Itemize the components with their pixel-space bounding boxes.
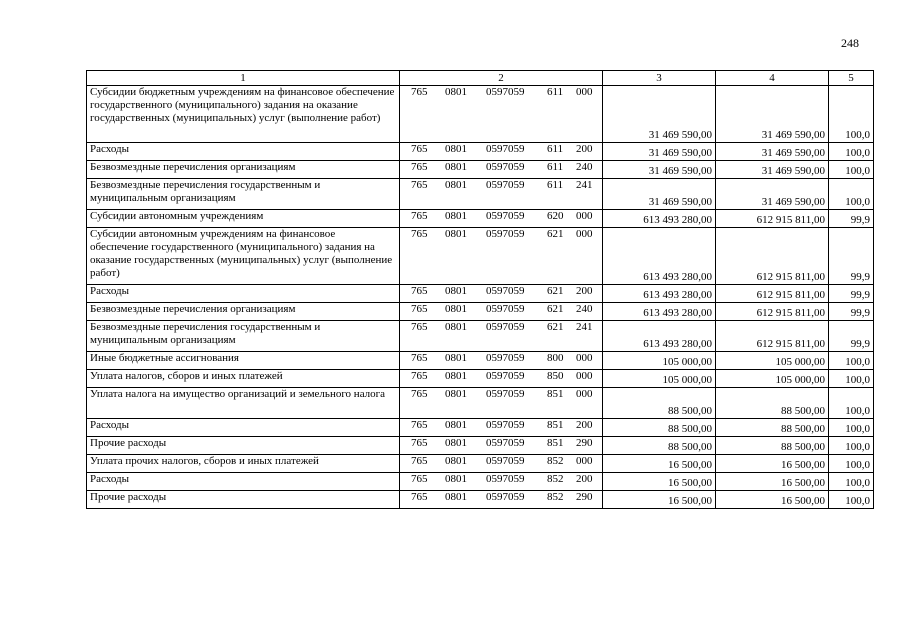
- code-administrator: 765: [411, 179, 428, 191]
- code-kosgu: 000: [576, 370, 593, 382]
- code-expense-type: 620: [547, 210, 564, 222]
- executed-amount: 16 500,00: [716, 455, 829, 473]
- code-section: 0801: [445, 179, 467, 191]
- table-row: [87, 491, 874, 509]
- execution-percent: 99,9: [829, 210, 874, 228]
- planned-amount: 16 500,00: [603, 473, 716, 491]
- planned-amount: 105 000,00: [603, 352, 716, 370]
- execution-percent: 100,0: [829, 491, 874, 509]
- code-target-article: 0597059: [486, 303, 525, 315]
- code-expense-type: 611: [547, 179, 564, 191]
- code-target-article: 0597059: [486, 321, 525, 333]
- code-section: 0801: [445, 210, 467, 222]
- planned-amount: 105 000,00: [603, 370, 716, 388]
- code-section: 0801: [445, 352, 467, 364]
- code-kosgu: 200: [576, 419, 593, 431]
- table-row: [87, 228, 874, 285]
- executed-amount: 16 500,00: [716, 473, 829, 491]
- code-kosgu: 200: [576, 473, 593, 485]
- planned-amount: 88 500,00: [603, 437, 716, 455]
- code-kosgu: 000: [576, 352, 593, 364]
- code-expense-type: 621: [547, 321, 564, 333]
- code-kosgu: 000: [576, 455, 593, 467]
- code-administrator: 765: [411, 228, 428, 240]
- table-row: [87, 210, 874, 228]
- executed-amount: 88 500,00: [716, 388, 829, 419]
- executed-amount: 612 915 811,00: [716, 210, 829, 228]
- row-codes: [400, 388, 603, 419]
- code-target-article: 0597059: [486, 352, 525, 364]
- code-kosgu: 000: [576, 210, 593, 222]
- code-kosgu: 000: [576, 228, 593, 240]
- header-col-4: 4: [716, 71, 829, 86]
- row-name: Иные бюджетные ассигнования: [87, 352, 400, 370]
- executed-amount: 612 915 811,00: [716, 321, 829, 352]
- table-row: [87, 419, 874, 437]
- row-codes: [400, 143, 603, 161]
- execution-percent: 100,0: [829, 455, 874, 473]
- table-row: [87, 179, 874, 210]
- code-section: 0801: [445, 321, 467, 333]
- code-administrator: 765: [411, 303, 428, 315]
- row-codes: [400, 419, 603, 437]
- code-section: 0801: [445, 86, 467, 98]
- code-target-article: 0597059: [486, 86, 525, 98]
- code-target-article: 0597059: [486, 491, 525, 503]
- code-administrator: 765: [411, 419, 428, 431]
- code-kosgu: 240: [576, 161, 593, 173]
- table-row: [87, 321, 874, 352]
- code-section: 0801: [445, 228, 467, 240]
- code-expense-type: 852: [547, 455, 564, 467]
- planned-amount: 16 500,00: [603, 491, 716, 509]
- code-kosgu: 290: [576, 491, 593, 503]
- execution-percent: 100,0: [829, 370, 874, 388]
- row-name: Безвозмездные перечисления государственным и муниципальным организациям: [87, 179, 400, 210]
- row-codes: [400, 455, 603, 473]
- planned-amount: 16 500,00: [603, 455, 716, 473]
- code-section: 0801: [445, 437, 467, 449]
- row-name: Безвозмездные перечисления государственным и муниципальным организациям: [87, 321, 400, 352]
- execution-percent: 100,0: [829, 473, 874, 491]
- row-codes: [400, 321, 603, 352]
- header-col-2: 2: [400, 71, 603, 86]
- execution-percent: 99,9: [829, 285, 874, 303]
- code-kosgu: 241: [576, 321, 593, 333]
- header-row: [87, 71, 874, 86]
- table-row: [87, 473, 874, 491]
- execution-percent: 100,0: [829, 388, 874, 419]
- table-body: [87, 86, 874, 509]
- code-expense-type: 611: [547, 143, 564, 155]
- code-target-article: 0597059: [486, 388, 525, 400]
- code-target-article: 0597059: [486, 285, 525, 297]
- executed-amount: 612 915 811,00: [716, 228, 829, 285]
- code-kosgu: 200: [576, 143, 593, 155]
- header-col-3: 3: [603, 71, 716, 86]
- code-administrator: 765: [411, 352, 428, 364]
- code-kosgu: 240: [576, 303, 593, 315]
- code-section: 0801: [445, 473, 467, 485]
- planned-amount: 613 493 280,00: [603, 321, 716, 352]
- table-row: [87, 161, 874, 179]
- table-row: [87, 388, 874, 419]
- executed-amount: 31 469 590,00: [716, 143, 829, 161]
- executed-amount: 31 469 590,00: [716, 179, 829, 210]
- executed-amount: 88 500,00: [716, 437, 829, 455]
- code-expense-type: 852: [547, 473, 564, 485]
- row-name: Субсидии автономным учреждениям на финансовое обеспечение государственного (муниципального) задания на оказание государственных (муниципальных) услуг (выполнение работ): [87, 228, 400, 285]
- code-expense-type: 611: [547, 161, 564, 173]
- code-kosgu: 290: [576, 437, 593, 449]
- executed-amount: 88 500,00: [716, 419, 829, 437]
- row-name: Расходы: [87, 473, 400, 491]
- table-row: [87, 455, 874, 473]
- planned-amount: 88 500,00: [603, 388, 716, 419]
- code-administrator: 765: [411, 143, 428, 155]
- code-expense-type: 851: [547, 419, 564, 431]
- budget-table: [86, 70, 874, 509]
- table-row: [87, 86, 874, 143]
- row-name: Уплата прочих налогов, сборов и иных платежей: [87, 455, 400, 473]
- row-name: Безвозмездные перечисления организациям: [87, 161, 400, 179]
- execution-percent: 99,9: [829, 228, 874, 285]
- code-kosgu: 000: [576, 86, 593, 98]
- row-codes: [400, 161, 603, 179]
- code-expense-type: 851: [547, 388, 564, 400]
- row-name: Уплата налогов, сборов и иных платежей: [87, 370, 400, 388]
- code-section: 0801: [445, 143, 467, 155]
- code-expense-type: 852: [547, 491, 564, 503]
- code-section: 0801: [445, 455, 467, 467]
- executed-amount: 105 000,00: [716, 352, 829, 370]
- row-name: Расходы: [87, 419, 400, 437]
- row-codes: [400, 370, 603, 388]
- code-expense-type: 800: [547, 352, 564, 364]
- code-target-article: 0597059: [486, 473, 525, 485]
- planned-amount: 613 493 280,00: [603, 210, 716, 228]
- planned-amount: 613 493 280,00: [603, 303, 716, 321]
- header-col-5: 5: [829, 71, 874, 86]
- code-section: 0801: [445, 303, 467, 315]
- code-administrator: 765: [411, 321, 428, 333]
- code-kosgu: 200: [576, 285, 593, 297]
- row-codes: [400, 352, 603, 370]
- execution-percent: 99,9: [829, 321, 874, 352]
- execution-percent: 100,0: [829, 437, 874, 455]
- code-administrator: 765: [411, 161, 428, 173]
- code-administrator: 765: [411, 388, 428, 400]
- code-section: 0801: [445, 419, 467, 431]
- row-codes: [400, 473, 603, 491]
- planned-amount: 31 469 590,00: [603, 161, 716, 179]
- table-row: [87, 437, 874, 455]
- code-target-article: 0597059: [486, 370, 525, 382]
- row-codes: [400, 179, 603, 210]
- code-target-article: 0597059: [486, 419, 525, 431]
- planned-amount: 31 469 590,00: [603, 179, 716, 210]
- code-section: 0801: [445, 161, 467, 173]
- row-codes: [400, 86, 603, 143]
- header-col-1: 1: [87, 71, 400, 86]
- execution-percent: 100,0: [829, 86, 874, 143]
- row-name: Безвозмездные перечисления организациям: [87, 303, 400, 321]
- table-row: [87, 303, 874, 321]
- executed-amount: 612 915 811,00: [716, 303, 829, 321]
- code-expense-type: 851: [547, 437, 564, 449]
- row-codes: [400, 437, 603, 455]
- row-name: Расходы: [87, 143, 400, 161]
- row-name: Уплата налога на имущество организаций и земельного налога: [87, 388, 400, 419]
- executed-amount: 31 469 590,00: [716, 86, 829, 143]
- planned-amount: 88 500,00: [603, 419, 716, 437]
- planned-amount: 31 469 590,00: [603, 143, 716, 161]
- code-administrator: 765: [411, 210, 428, 222]
- planned-amount: 31 469 590,00: [603, 86, 716, 143]
- executed-amount: 16 500,00: [716, 491, 829, 509]
- row-name: Прочие расходы: [87, 491, 400, 509]
- code-section: 0801: [445, 370, 467, 382]
- execution-percent: 100,0: [829, 143, 874, 161]
- planned-amount: 613 493 280,00: [603, 228, 716, 285]
- executed-amount: 31 469 590,00: [716, 161, 829, 179]
- row-codes: [400, 491, 603, 509]
- row-codes: [400, 228, 603, 285]
- row-codes: [400, 303, 603, 321]
- code-administrator: 765: [411, 370, 428, 382]
- planned-amount: 613 493 280,00: [603, 285, 716, 303]
- page-number: 248: [841, 36, 859, 50]
- execution-percent: 100,0: [829, 161, 874, 179]
- code-administrator: 765: [411, 437, 428, 449]
- code-target-article: 0597059: [486, 437, 525, 449]
- code-administrator: 765: [411, 473, 428, 485]
- code-kosgu: 241: [576, 179, 593, 191]
- execution-percent: 100,0: [829, 352, 874, 370]
- code-administrator: 765: [411, 455, 428, 467]
- code-expense-type: 621: [547, 303, 564, 315]
- code-target-article: 0597059: [486, 455, 525, 467]
- table-row: [87, 352, 874, 370]
- row-name: Субсидии бюджетным учреждениям на финансовое обеспечение государственного (муниципального) задания на оказание государственных (муниципальных) услуг (выполнение работ): [87, 86, 400, 143]
- code-target-article: 0597059: [486, 161, 525, 173]
- execution-percent: 100,0: [829, 179, 874, 210]
- code-target-article: 0597059: [486, 228, 525, 240]
- execution-percent: 99,9: [829, 303, 874, 321]
- executed-amount: 612 915 811,00: [716, 285, 829, 303]
- code-target-article: 0597059: [486, 179, 525, 191]
- code-expense-type: 621: [547, 285, 564, 297]
- code-target-article: 0597059: [486, 210, 525, 222]
- code-kosgu: 000: [576, 388, 593, 400]
- executed-amount: 105 000,00: [716, 370, 829, 388]
- code-administrator: 765: [411, 491, 428, 503]
- code-section: 0801: [445, 285, 467, 297]
- row-name: Прочие расходы: [87, 437, 400, 455]
- table-row: [87, 143, 874, 161]
- row-name: Расходы: [87, 285, 400, 303]
- code-administrator: 765: [411, 86, 428, 98]
- table-row: [87, 370, 874, 388]
- table-row: [87, 285, 874, 303]
- row-codes: [400, 210, 603, 228]
- code-administrator: 765: [411, 285, 428, 297]
- execution-percent: 100,0: [829, 419, 874, 437]
- row-name: Субсидии автономным учреждениям: [87, 210, 400, 228]
- row-codes: [400, 285, 603, 303]
- code-expense-type: 850: [547, 370, 564, 382]
- code-target-article: 0597059: [486, 143, 525, 155]
- code-section: 0801: [445, 491, 467, 503]
- code-expense-type: 611: [547, 86, 564, 98]
- code-section: 0801: [445, 388, 467, 400]
- code-expense-type: 621: [547, 228, 564, 240]
